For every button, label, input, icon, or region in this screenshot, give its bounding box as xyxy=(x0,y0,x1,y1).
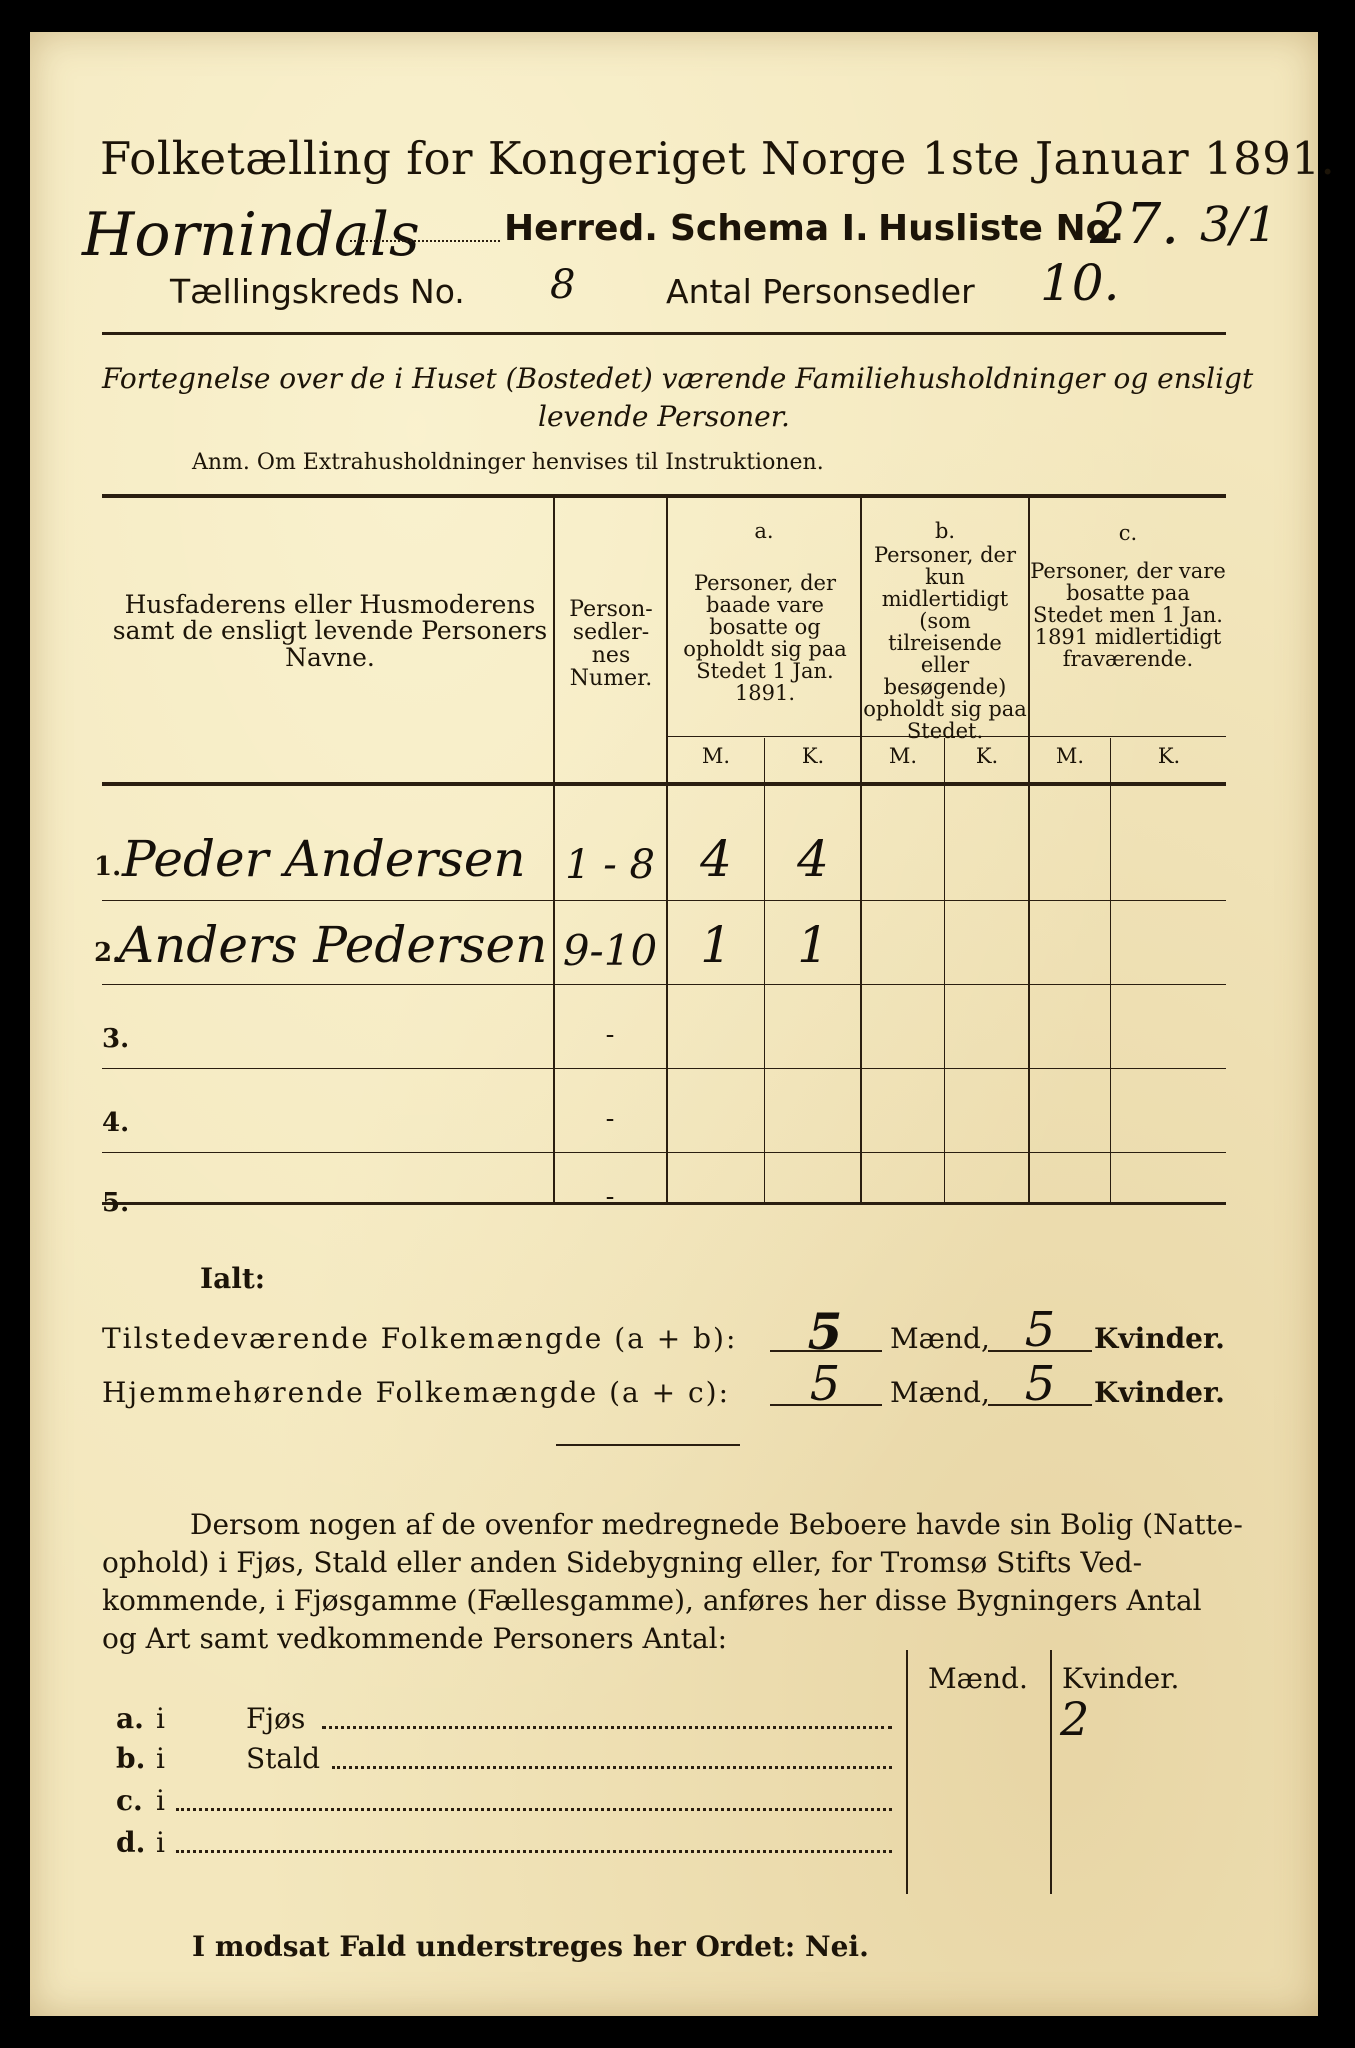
row-4-rule xyxy=(102,1152,1226,1153)
col-a-m: M. xyxy=(701,744,731,768)
row-3-numer: - xyxy=(605,1020,615,1050)
col-b-m: M. xyxy=(888,744,918,768)
building-b-label: Stald xyxy=(246,1742,321,1775)
col-b-k: K. xyxy=(975,744,999,768)
col-c-k: K. xyxy=(1157,744,1181,768)
buildings-para-2: ophold) i Fjøs, Stald eller anden Sidebygning eller, for Tromsø Stifts Ved- xyxy=(102,1546,1143,1579)
buildings-maend-header: Mænd. xyxy=(928,1662,1028,1695)
antal-value: 10. xyxy=(1040,254,1120,312)
col-c-header: Personer, der vare bosatte paa Stedet men 1 Jan. 1891 midlertidigt fraværende. xyxy=(1030,559,1226,672)
vline-b-mk xyxy=(944,738,945,1202)
building-a-label: Fjøs xyxy=(246,1702,306,1735)
anm-note: Anm. Om Extrahusholdninger henvises til Instruktionen. xyxy=(192,450,824,475)
row-1-a-m: 4 xyxy=(700,830,732,888)
row-1-numer: 1 - 8 xyxy=(565,842,655,888)
building-a-kvinder: 2 xyxy=(1060,1692,1090,1746)
row-1-number: 1. xyxy=(94,852,122,882)
hjemme-maend-value: 5 xyxy=(809,1356,841,1412)
tilstede-label: Tilstedeværende Folkemængde (a + b): xyxy=(102,1322,738,1355)
table-header-bottom-rule xyxy=(102,782,1226,786)
row-2-numer: 9-10 xyxy=(562,926,658,975)
hjemme-kvinder-value: 5 xyxy=(1024,1356,1056,1412)
building-d-letter: d. xyxy=(116,1826,146,1859)
building-d-i: i xyxy=(156,1826,165,1859)
building-b-i: i xyxy=(156,1742,165,1775)
building-b-dots xyxy=(332,1766,892,1769)
row-5-numer: - xyxy=(605,1182,615,1212)
col-a-k: K. xyxy=(801,744,825,768)
col-c-m: M. xyxy=(1055,744,1085,768)
row-4-numer: - xyxy=(605,1104,615,1134)
buildings-para-3: kommende, i Fjøsgamme (Fællesgamme), anføres her disse Bygningers Antal xyxy=(102,1584,1202,1617)
row-3-number: 3. xyxy=(102,1024,130,1054)
ialt-label: Ialt: xyxy=(200,1262,266,1295)
row-2-name: Anders Pedersen xyxy=(118,916,548,974)
section-divider xyxy=(556,1444,740,1446)
row-2-a-k: 1 xyxy=(797,916,829,974)
tilstede-kvinder-value: 5 xyxy=(1024,1302,1056,1358)
building-c-letter: c. xyxy=(116,1784,143,1817)
col-b-header: Personer, der kun midlertidigt (som tilreisende eller besøgende) opholdt sig paa Stedet. xyxy=(863,543,1027,744)
building-b-letter: b. xyxy=(116,1742,146,1775)
row-2-number: 2. xyxy=(94,938,122,968)
herred-label: Herred. xyxy=(504,208,658,249)
tilstede-maend-line xyxy=(770,1350,882,1352)
vline-c-mk xyxy=(1110,738,1111,1202)
kreds-value: 8 xyxy=(550,262,576,308)
buildings-vline-2 xyxy=(1050,1650,1052,1894)
col-numer-header: Person-sedler-nes Numer. xyxy=(569,597,653,692)
kreds-label: Tællingskreds No. xyxy=(170,272,465,311)
buildings-para-1: Dersom nogen af de ovenfor medregnede Beboere havde sin Bolig (Natte- xyxy=(190,1508,1243,1541)
building-d-dots xyxy=(176,1850,892,1853)
row-2-rule xyxy=(102,984,1226,985)
caption-line-2: levende Personer. xyxy=(538,400,790,433)
row-2-a-m: 1 xyxy=(700,916,732,974)
building-a-dots xyxy=(322,1726,892,1729)
table-top-rule xyxy=(102,494,1226,498)
row-4-number: 4. xyxy=(102,1108,130,1138)
footer-note: I modsat Fald understreges her Ordet: Nei. xyxy=(192,1930,869,1963)
caption-line-1: Fortegnelse over de i Huset (Bostedet) værende Familiehusholdninger og ensligt xyxy=(102,362,1254,395)
header-divider xyxy=(102,332,1226,335)
building-a-i: i xyxy=(156,1702,165,1735)
husliste-label: Husliste No. xyxy=(878,208,1124,249)
row-1-name: Peder Andersen xyxy=(122,830,526,888)
vline-a-mk xyxy=(764,738,765,1202)
hjemme-maend-line xyxy=(770,1404,882,1406)
col-a-letter: a. xyxy=(754,519,774,543)
hjemme-kvinder-word: Kvinder. xyxy=(1094,1376,1225,1409)
herred-dotted-line xyxy=(350,240,500,242)
form-title: Folketælling for Kongeriget Norge 1ste Januar 1891. xyxy=(100,132,1336,185)
buildings-vline-1 xyxy=(906,1650,908,1894)
vline-names xyxy=(553,498,555,1202)
col-names-header: Husfaderens eller Husmoderens samt de ensligt levende Personers Navne. xyxy=(112,590,548,672)
hjemme-maend-word: Mænd, xyxy=(890,1376,990,1409)
husliste-value: 27. xyxy=(1090,192,1180,257)
husliste-extra: 3/1 xyxy=(1200,197,1278,253)
col-c-letter: c. xyxy=(1118,521,1138,545)
herred-value: Hornindals xyxy=(82,200,420,270)
col-a-header: Personer, der baade vare bosatte og opholdt sig paa Stedet 1 Jan. 1891. xyxy=(683,571,847,706)
antal-label: Antal Personsedler xyxy=(666,272,975,311)
building-a-letter: a. xyxy=(116,1702,144,1735)
schema-label: Schema I. xyxy=(670,208,869,249)
tilstede-maend-value: 5 xyxy=(807,1302,843,1361)
row-5-number: 5. xyxy=(102,1188,130,1218)
building-c-dots xyxy=(176,1808,892,1811)
row-1-a-k: 4 xyxy=(797,830,829,888)
col-b-letter: b. xyxy=(934,519,956,543)
hjemme-kvinder-line xyxy=(988,1404,1092,1406)
buildings-kvinder-header: Kvinder. xyxy=(1062,1662,1180,1695)
tilstede-maend-word: Mænd, xyxy=(890,1322,990,1355)
hjemme-label: Hjemmehørende Folkemængde (a + c): xyxy=(102,1376,730,1409)
row-1-rule xyxy=(102,900,1226,901)
tilstede-kvinder-word: Kvinder. xyxy=(1094,1322,1225,1355)
census-form-page xyxy=(30,32,1336,2016)
row-3-rule xyxy=(102,1068,1226,1069)
table-bottom-rule xyxy=(102,1202,1226,1205)
building-c-i: i xyxy=(156,1784,165,1817)
tilstede-kvinder-line xyxy=(988,1350,1092,1352)
buildings-para-4: og Art samt vedkommende Personers Antal: xyxy=(102,1622,728,1655)
